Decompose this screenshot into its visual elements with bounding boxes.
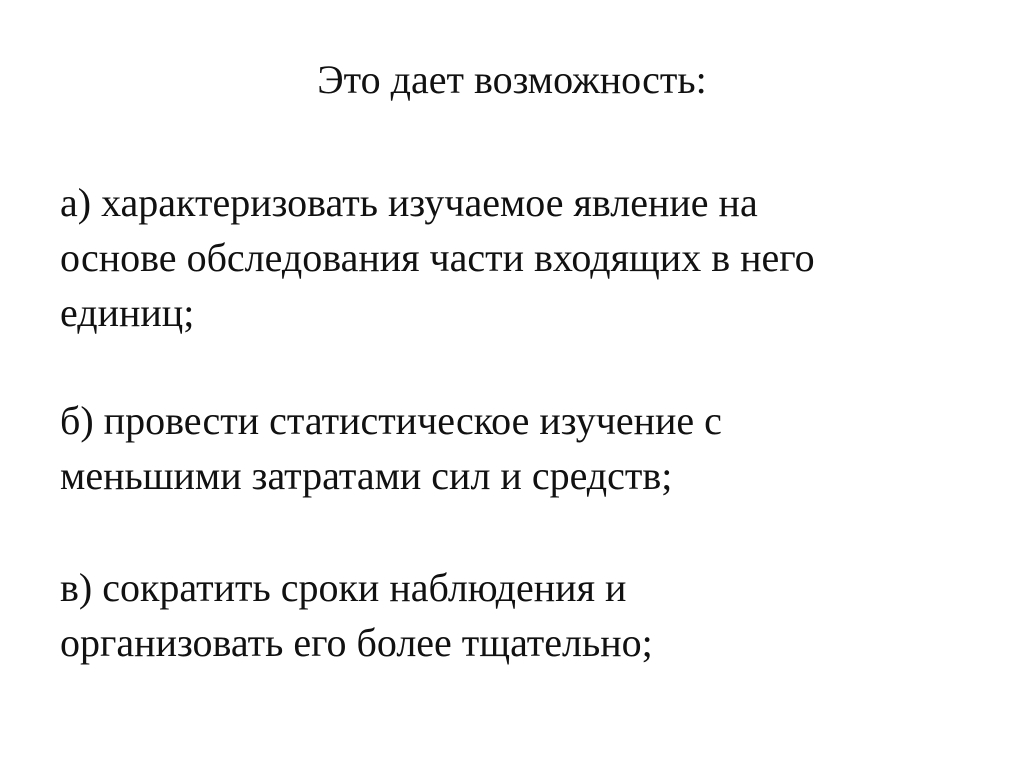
- list-item-b-line-2: меньшими затратами сил и средств;: [60, 453, 673, 498]
- list-item-b: [60, 393, 1000, 503]
- list-item-a-line-3: единиц;: [60, 290, 195, 335]
- list-item-a-line-2: основе обследования части входящих в него: [60, 235, 815, 280]
- slide-title: Это дает возможность:: [317, 57, 707, 102]
- list-item-c: [60, 560, 1000, 670]
- list-item-c-line-2: организовать его более тщательно;: [60, 620, 653, 665]
- list-item-a-line-1: а) характеризовать изучаемое явление на: [60, 180, 758, 225]
- list-item-a: [60, 175, 1000, 340]
- list-item-b-line-1: б) провести статистическое изучение с: [60, 398, 722, 443]
- list-item-c-line-1: в) сократить сроки наблюдения и: [60, 565, 627, 610]
